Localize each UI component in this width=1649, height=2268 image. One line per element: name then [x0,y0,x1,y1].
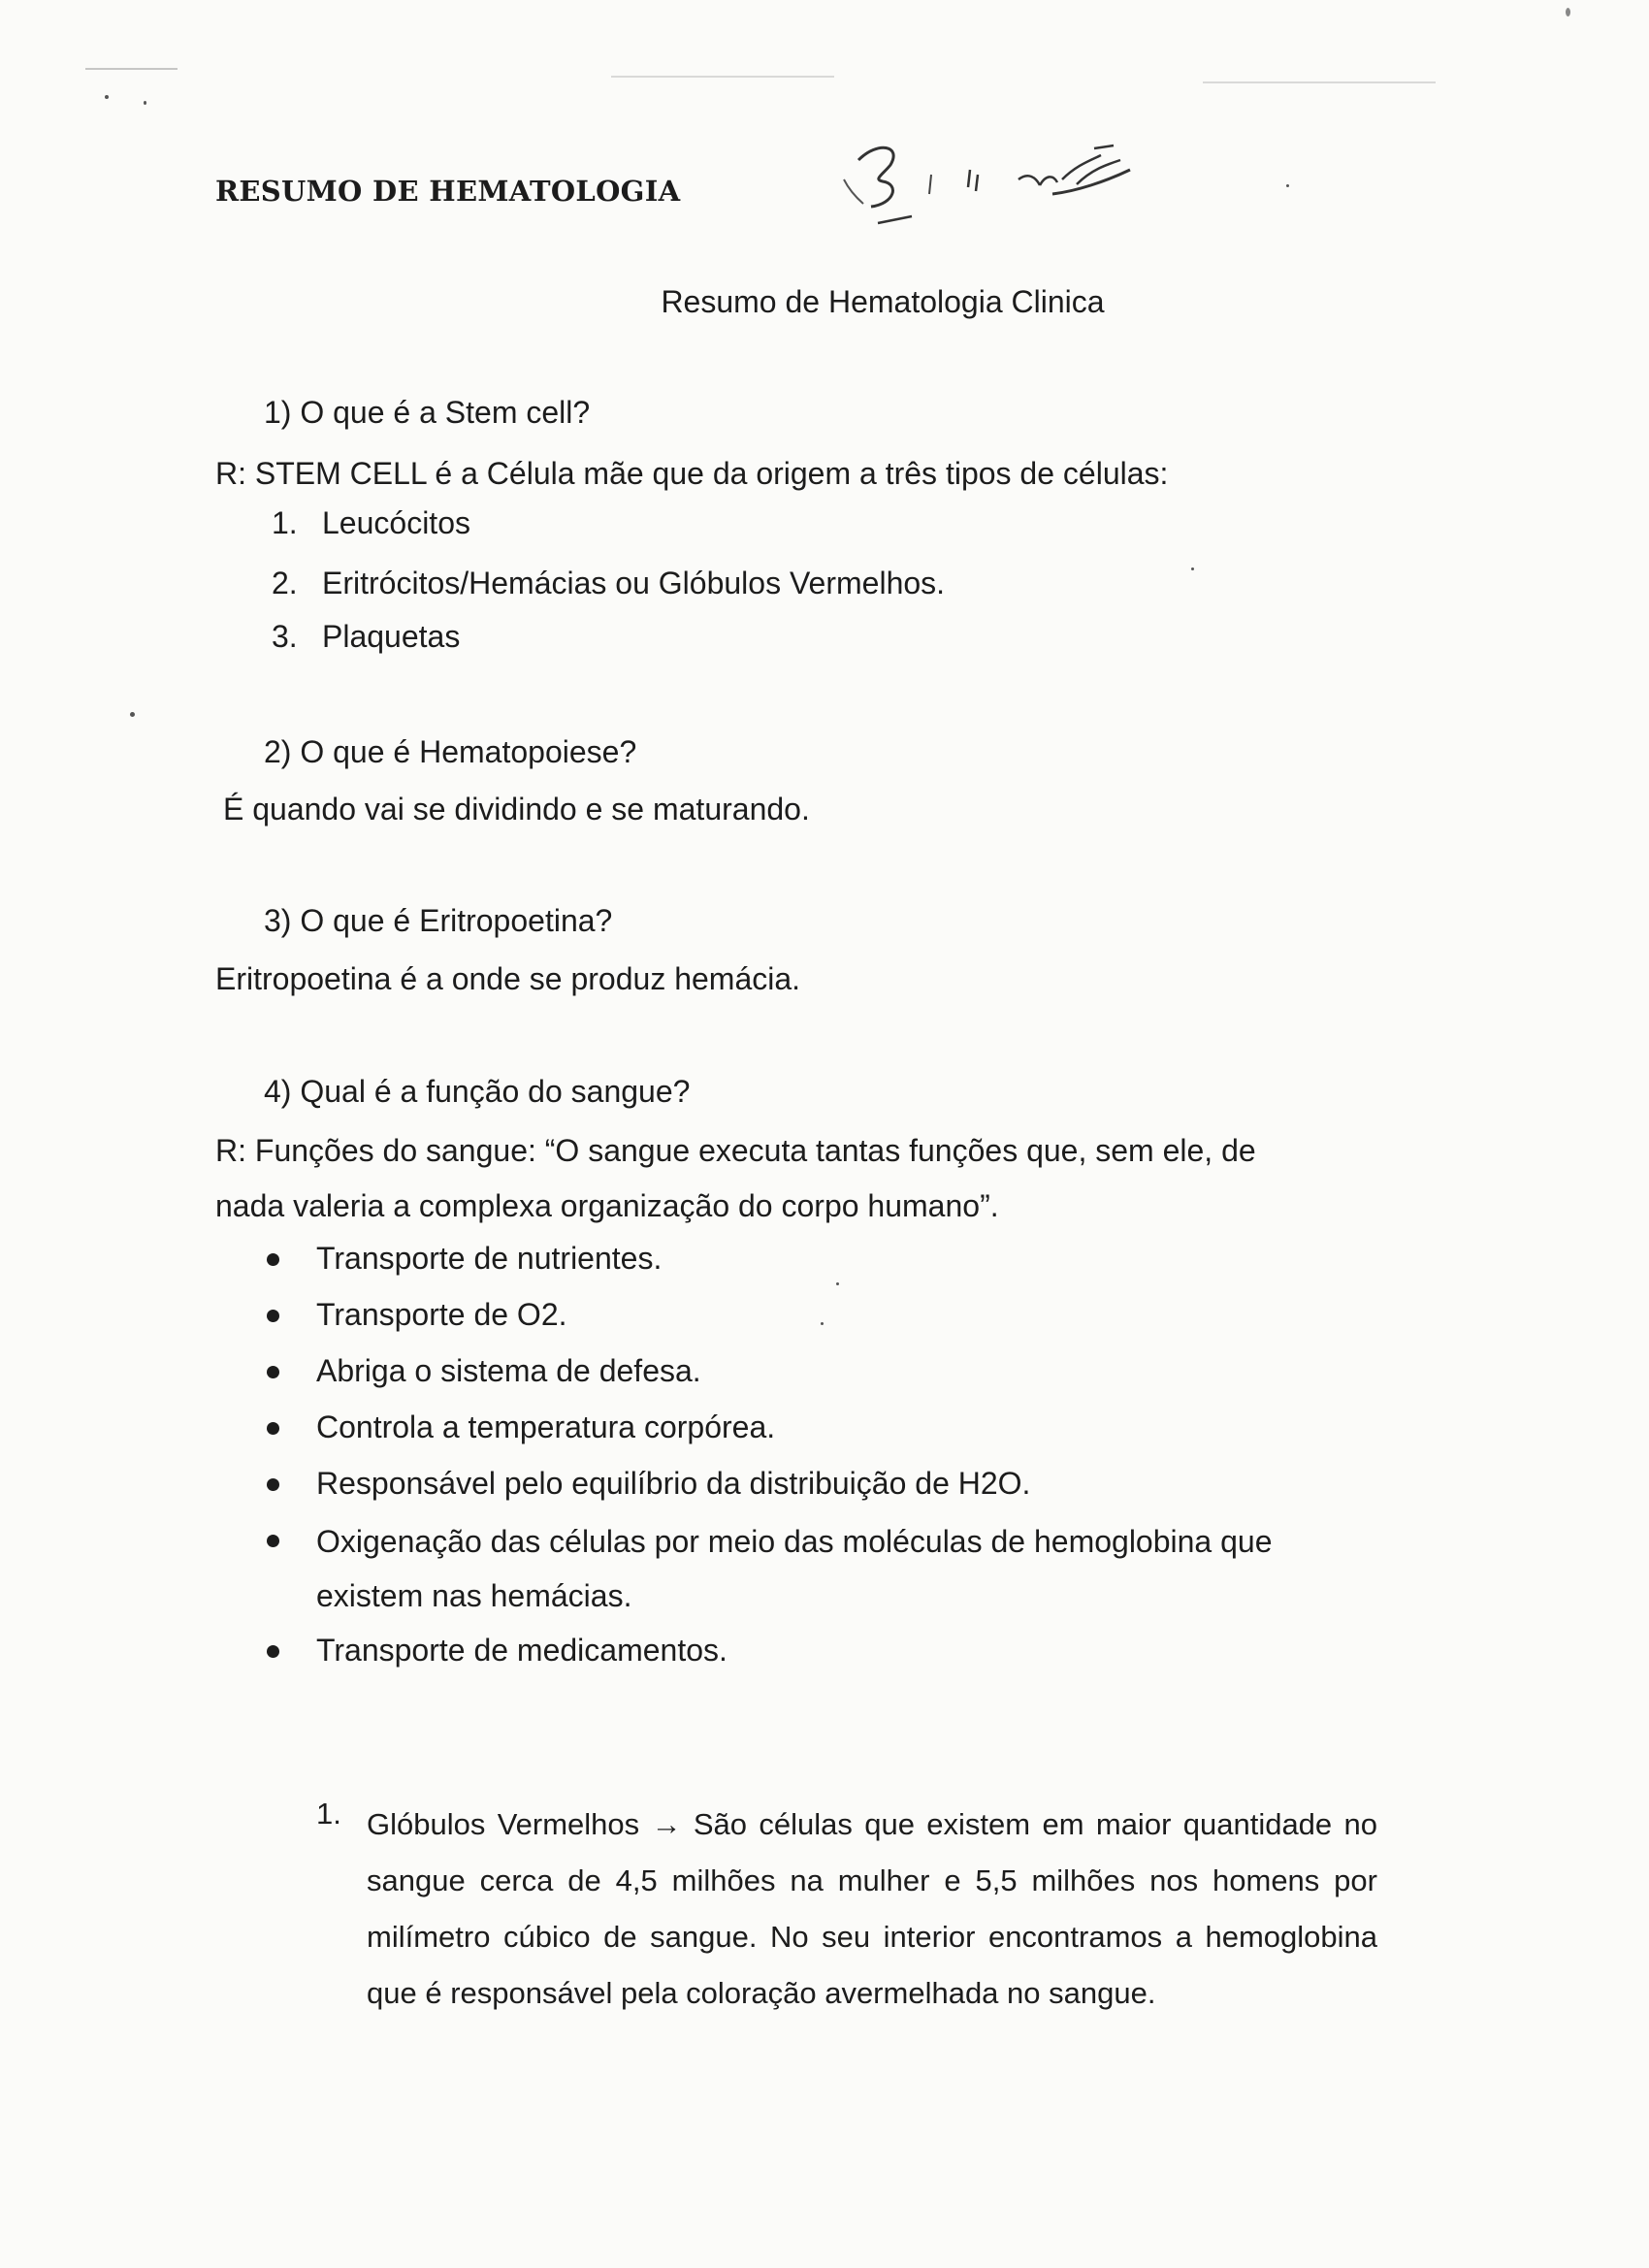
bullet-item: Oxigenação das células por meio das moléculas de hemoglobina que [316,1524,1273,1559]
document-title: Resumo de Hematologia Clinica [661,284,1105,319]
list-item [272,565,945,601]
list-item-number: 1. [272,505,298,540]
final-list-text: Glóbulos Vermelhos → São células que existem em maior quantidade no sangue cerca de 4,5 milhões na mulher e 5,5 milhões nos homens por milímetro cúbico de sangue. No seu interior encontramos a hemoglobina que é responsável pela coloração avermelhada no sangue. [367,1807,1377,2010]
bullet-icon [267,1422,279,1435]
scan-speck [1566,8,1570,16]
bullet-item-continuation: existem nas hemácias. [316,1578,632,1613]
question-2: 2) O que é Hematopoiese? [264,734,637,769]
scan-artifact-line [611,76,834,78]
bullet-item: Responsável pelo equilíbrio da distribuição de H2O. [316,1466,1031,1501]
question-1: 1) O que é a Stem cell? [264,395,591,430]
answer-4-line-1: R: Funções do sangue: “O sangue executa tantas funções que, sem ele, de [215,1133,1256,1168]
scan-speck [836,1282,839,1285]
list-item-text: Eritrócitos/Hemácias ou Glóbulos Vermelhos. [322,566,946,600]
answer-2: É quando vai se dividindo e se maturando. [223,792,810,826]
bullet-item: Transporte de nutrientes. [316,1241,663,1276]
scan-artifact-line [1203,81,1436,83]
bullet-item: Abriga o sistema de defesa. [316,1353,701,1388]
list-item-text: Plaquetas [322,619,461,654]
bullet-item: Controla a temperatura corpórea. [316,1409,776,1444]
bullet-icon [267,1253,279,1266]
bullet-icon [267,1645,279,1658]
bullet-item: Transporte de O2. [316,1297,567,1332]
list-item [272,504,470,541]
question-3: 3) O que é Eritropoetina? [264,903,613,938]
scan-speck [821,1322,824,1325]
bullet-item: Transporte de medicamentos. [316,1633,728,1668]
list-item-number: 2. [272,566,298,600]
bullet-icon [267,1310,279,1322]
document-header: RESUMO DE HEMATOLOGIA [215,175,681,208]
answer-4-line-2: nada valeria a complexa organização do corpo humano”. [215,1188,999,1223]
scan-speck [1286,184,1289,187]
answer-1: R: STEM CELL é a Célula mãe que da origem a três tipos de células: [215,456,1169,491]
bullet-icon [267,1366,279,1378]
final-list-number: 1. [316,1797,341,1831]
handwritten-annotation [786,121,1154,247]
bullet-icon [267,1478,279,1491]
bullet-icon [267,1535,279,1547]
question-4: 4) Qual é a função do sangue? [264,1074,691,1109]
list-item-number: 3. [272,619,298,654]
list-item-text: Leucócitos [322,505,470,540]
scan-speck [1191,567,1194,570]
answer-3: Eritropoetina é a onde se produz hemácia. [215,961,801,996]
list-item [272,618,460,655]
scan-speck [130,712,135,717]
scan-artifact-line [85,68,178,70]
scan-speck [105,95,109,99]
scan-speck [144,101,146,105]
